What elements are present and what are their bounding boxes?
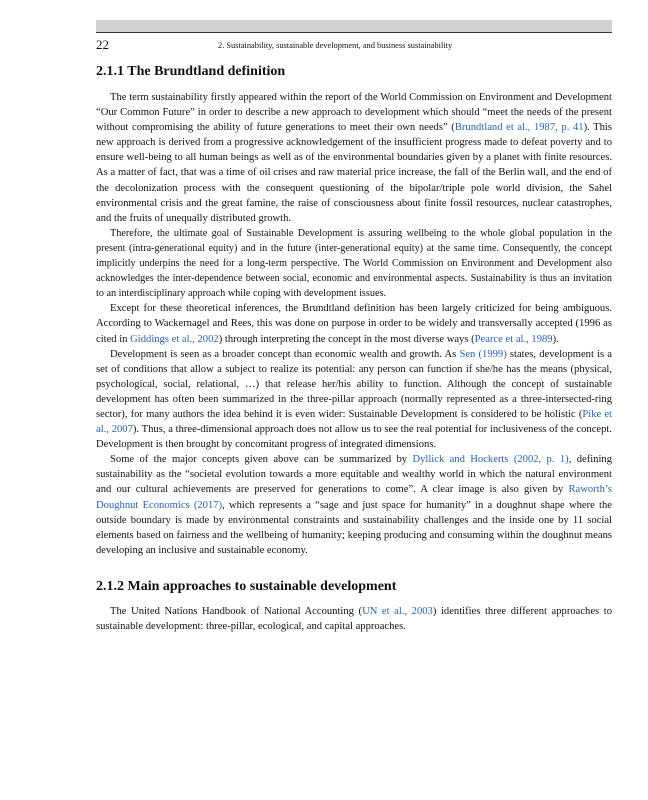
section-heading-main-approaches: 2.1.2 Main approaches to sustainable development <box>96 578 397 594</box>
citation-link[interactable]: Giddings et al., 2002 <box>130 333 219 345</box>
citation-link[interactable]: Brundtland et al., 1987, p. 41 <box>454 122 584 134</box>
citation-link[interactable]: Pearce et al., 1989 <box>474 333 553 345</box>
paragraph <box>96 604 612 634</box>
page-number: 22 <box>96 37 109 52</box>
text: , which represents a “sage and just space for humanity” in a doughnut shape where the outside boundary is made by environmental constraints and sustainability challenges and the inside one by 11 social elements based on fairness and the wellbeing of humanity; keeping producing and consuming within the doughnut means developing an inclusive and sustainable economy. <box>96 499 612 556</box>
citation-link[interactable]: Raworth’s Doughnut Economics (2017) <box>96 484 612 511</box>
text: Some of the major concepts given above can be summarized by <box>110 454 413 466</box>
citation-link[interactable]: Sen (1999) <box>459 348 507 360</box>
citation-link[interactable]: Dyllick and Hockerts (2002, p. 1) <box>412 454 569 466</box>
text: ) identifies three different approaches to sustainable development: three-pillar, ecological, and capital approaches. <box>96 605 612 632</box>
section-heading-brundtland: 2.1.1 The Brundtland definition <box>96 64 286 79</box>
text: ). This new approach is derived from a progressive acknowledgement of the insufficient progress made to defeat poverty and to ensure well-being to all human beings as well as of the environmental boundaries given by a planet with finite resources. As a matter of fact, that was a time of oil crises and raw material price increase, the fall of the Berlin wall, and the end of the decolonization process with the consequent questioning of the bipolar/triple pole world division, the Sahel environmental crisis and the great famine, the raise of consciousness about finite fossil resources, nuclear catastrophes, and the fruits of unequally distributed growth. <box>96 122 613 224</box>
text: Development is seen as a broader concept than economic wealth and growth. As <box>110 348 460 360</box>
citation-link[interactable]: UN et al., 2003 <box>362 605 433 617</box>
paragraph <box>96 301 612 346</box>
text: The United Nations Handbook of National Accounting ( <box>110 605 363 617</box>
text: The term sustainability firstly appeared within the report of the World Commission on Environment and Development “Our Common Future” in order to describe a new approach to development which should “meet the needs of the present without compromising the ability of future generations to meet their own needs” ( <box>96 92 612 134</box>
citation-link[interactable]: Pike et al., 2007 <box>96 408 612 436</box>
paragraph <box>96 347 612 453</box>
paragraph: Therefore, the ultimate goal of Sustainable Development is assuring wellbeing to the whole global population in the present (intra-generational equity) and in the future (inter-generational equity) at the same time. Consequently, the concept implicitly underpins the need for a long-term perspective. The World Commission on Environment and Development also acknowledges the inter-dependence between social, economic and environmental aspects. Sustainability is thus an invitation to an interdisciplinary approach while coping with development issues. <box>96 227 612 300</box>
text: ) through interpreting the concept in the most diverse ways ( <box>218 333 475 345</box>
paragraph <box>96 90 612 226</box>
paragraph <box>96 452 612 558</box>
text: states, development is a set of conditions that allow a subject to realize its potential: any person can function if she/he has the means (physical, psychological, social, relational, …) that release her/his ability to function. Although the concept of sustainable development has often been summarized in the three-pillar approach (normally represented as a three-intersected-ring sector), for many authors the idea behind it is even wider: Sustainable Development is considered to be holistic ( <box>96 348 612 420</box>
running-head: 2. Sustainability, sustainable development, and business sustainability <box>218 41 453 50</box>
text: , defining sustainability as the “societal evolution towards a more equitable and wealthy world in which the natural environment and our cultural achievements are preserved for generations to come”. A clear image is also given by <box>96 454 612 496</box>
top-bar <box>96 20 612 32</box>
main-content <box>96 62 612 634</box>
text: ). Thus, a three-dimensional approach does not allow us to see the real potential for inclusiveness of the concept. Development is then brought by concomitant progress of integrated dimensions. <box>96 424 613 451</box>
text: ). <box>552 333 559 345</box>
header-rule <box>96 32 612 33</box>
text: Except for these theoretical inferences, the Brundtland definition has been largely criticized for being ambiguous. According to Wackernagel and Rees, this was done on purpose in order to be widely and transversally accepted (1996 as cited in <box>96 303 612 345</box>
